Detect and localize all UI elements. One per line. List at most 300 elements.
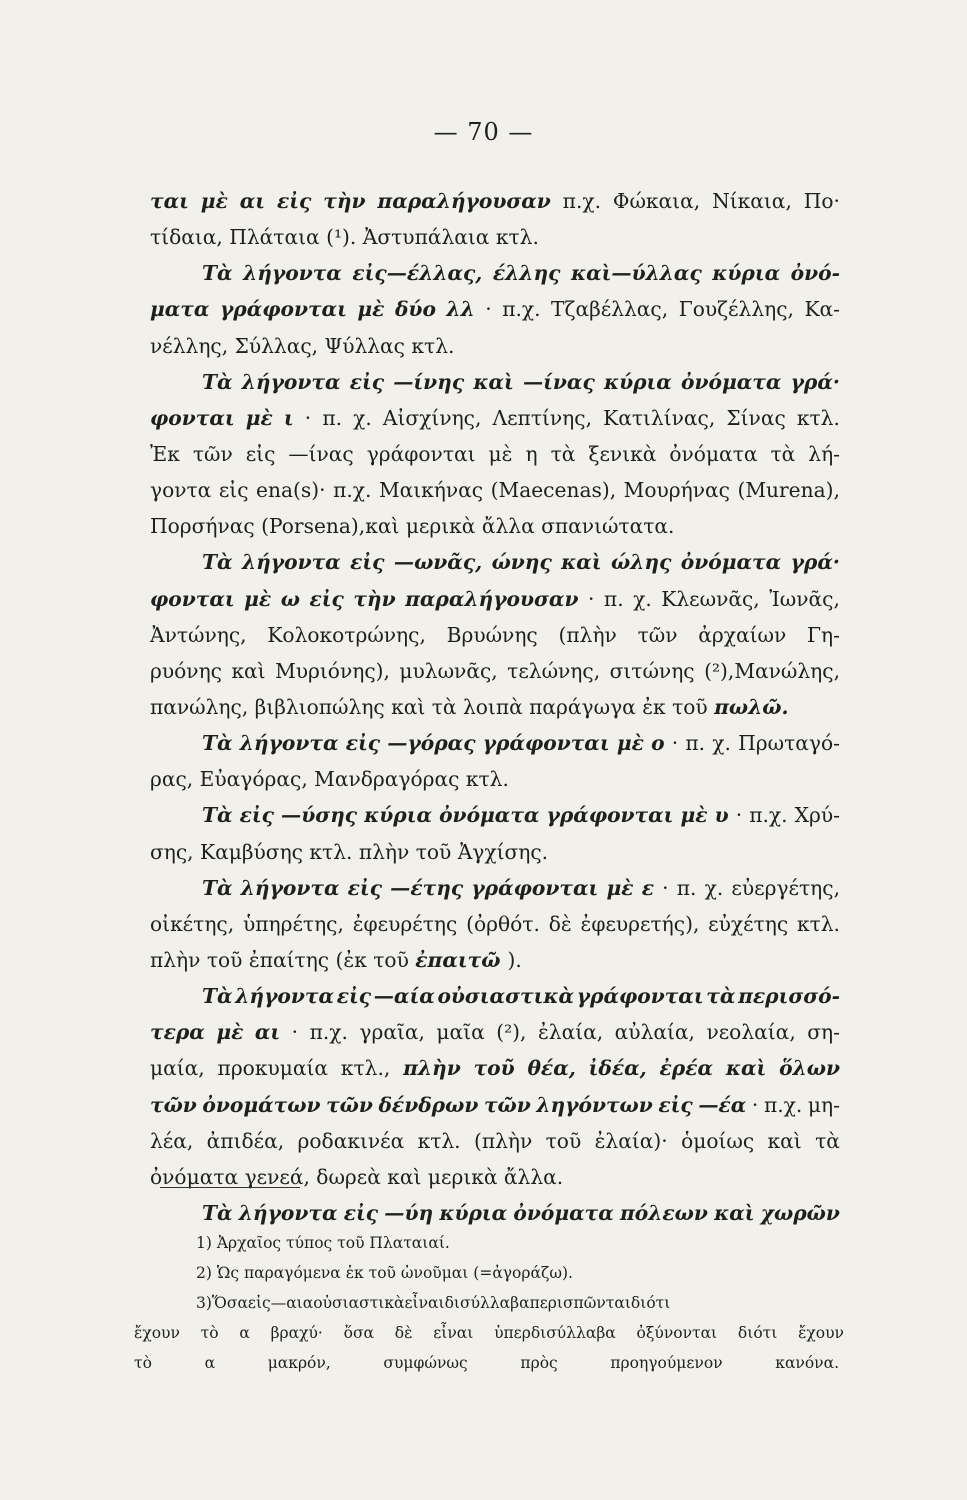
word: τερα	[150, 1020, 205, 1045]
word: ροδακινέα	[297, 1128, 405, 1153]
word: (ἐκ	[335, 947, 374, 972]
word: Καμβύσης	[200, 839, 310, 864]
word: χ.	[633, 586, 652, 611]
word: ·	[304, 405, 312, 430]
word: τοῦ	[473, 1056, 515, 1081]
word: λέα,	[150, 1128, 194, 1153]
word: καὶ	[725, 1056, 767, 1081]
word: π.χ.	[309, 1020, 348, 1045]
word: γράφονται	[471, 875, 599, 900]
word: ἄλλα	[481, 514, 542, 539]
word: τὰ	[431, 694, 463, 719]
word: ξενικὰ	[588, 441, 657, 466]
word: ὀξύνονται	[636, 1324, 718, 1342]
word: π.χ.	[562, 189, 602, 213]
word: —αια	[270, 1294, 314, 1312]
word: η	[525, 441, 538, 466]
word: μακρόν,	[267, 1354, 336, 1372]
word: καὶ	[561, 550, 602, 575]
text-line	[150, 906, 840, 942]
word: μὲ	[245, 405, 273, 430]
word: Πρωταγό-	[738, 731, 840, 756]
text-line	[150, 183, 840, 219]
word: τῶν	[483, 1092, 531, 1117]
word: ὀνόματα	[680, 550, 782, 575]
text-line	[150, 1087, 840, 1123]
word: ἐλαία)·	[594, 1128, 668, 1153]
word: ο	[651, 731, 665, 756]
word: τοῦ	[368, 1264, 401, 1282]
text-line	[150, 219, 840, 255]
word: τὴν	[353, 586, 396, 611]
word: τῶν	[637, 622, 678, 647]
word: ση-	[807, 1020, 840, 1045]
word: τῶν	[192, 441, 233, 466]
word: τὰ	[550, 441, 576, 466]
word: χ.	[704, 875, 724, 900]
word: Πο·	[803, 189, 840, 213]
word: εἰς—έλλας,	[352, 261, 483, 286]
word: ὀνόματα	[513, 1200, 614, 1225]
word: ·	[291, 1020, 299, 1045]
text-line	[150, 291, 840, 327]
word: Φώκαια,	[612, 189, 701, 213]
text-line	[150, 1195, 840, 1231]
word: εἰς	[276, 189, 312, 213]
word: τὰ	[770, 441, 796, 466]
word: ὀνομάτων	[202, 1092, 321, 1117]
word: σπανιώτατα.	[541, 514, 681, 539]
word: μαῖα	[436, 1020, 485, 1045]
word: Κατιλίνας,	[603, 405, 716, 430]
word: τῶν	[150, 1092, 197, 1117]
text-line	[150, 364, 840, 400]
word: κτλ.	[417, 1128, 461, 1153]
word: πανώλης,	[150, 694, 255, 719]
text-line	[150, 544, 840, 580]
word: χ.	[712, 731, 731, 756]
word: πρὸς	[520, 1354, 563, 1372]
word: ε	[641, 875, 654, 900]
word: Ὡς	[216, 1264, 244, 1282]
word: προηγούμενον	[610, 1354, 728, 1372]
word: πλὴν	[403, 1056, 461, 1081]
word: μὲ	[616, 731, 644, 756]
text-line	[150, 1014, 840, 1050]
text-line	[150, 508, 840, 544]
word: —ίνας	[522, 369, 595, 394]
word: μὲ	[244, 586, 272, 611]
word: ·	[671, 731, 679, 756]
word: κανόνα.	[775, 1354, 844, 1372]
word: προκυμαία	[217, 1056, 329, 1081]
word: Ἀγχίσης.	[457, 839, 555, 864]
word: κτλ.,	[340, 1056, 391, 1081]
word: τοῦ	[337, 1234, 370, 1252]
word: (πλὴν	[558, 622, 617, 647]
word: ματα	[150, 297, 210, 322]
word: Τὰ	[202, 875, 233, 900]
word: (=ἀγοράζω).	[473, 1264, 578, 1282]
word: π.χ.	[763, 1092, 803, 1117]
word: π.	[322, 405, 343, 430]
word: λήγοντα	[240, 875, 340, 900]
text-line	[150, 1123, 840, 1159]
text-line	[150, 870, 840, 906]
word: παραλήγουσαν	[405, 586, 579, 611]
word: γενεά,	[244, 1164, 317, 1189]
text-line	[150, 689, 840, 725]
word: ὅσα	[343, 1324, 375, 1342]
word: ὀνόματα	[439, 803, 540, 828]
word: κύρια	[439, 1200, 508, 1225]
word: Γουζέλλης,	[678, 297, 794, 322]
word: κτλ.	[465, 767, 516, 792]
word: ἐφευρέτης	[352, 911, 458, 936]
word: Μανδραγόρας	[314, 767, 466, 792]
word: σης,	[150, 839, 201, 864]
word: Πλάταια	[229, 225, 327, 250]
word: εἰς	[245, 441, 276, 466]
word: αι	[254, 1020, 281, 1045]
word: (Porsena),καὶ	[261, 514, 406, 539]
word: —ίνας	[288, 441, 354, 466]
text-line	[150, 472, 840, 508]
word: καὶ	[391, 694, 432, 719]
word: κτλ.	[495, 225, 546, 250]
word: Τὰ	[202, 550, 233, 575]
word: καὶ	[714, 1200, 755, 1225]
text-line	[150, 400, 840, 436]
text-line	[150, 328, 840, 364]
word: γοντα	[150, 478, 212, 503]
word: Τὰ	[202, 803, 233, 828]
word: ὀνόματα	[669, 441, 758, 466]
word: λήγοντα	[243, 261, 342, 286]
word: τὴν	[323, 189, 366, 213]
word: πλὴν	[358, 839, 416, 864]
text-line	[150, 653, 840, 689]
word: εὐεργέτης,	[731, 875, 840, 900]
word: —έα	[698, 1092, 747, 1117]
word: (²),	[496, 1020, 527, 1045]
word: τίδαια,	[150, 225, 230, 250]
word: περισπῶνται	[529, 1294, 631, 1312]
word: Ἰωνᾶς,	[769, 586, 840, 611]
word: οὐσιαστικὰ	[313, 1294, 405, 1312]
word: ἔχουν	[798, 1324, 844, 1342]
word: πλὴν	[150, 947, 207, 972]
word: ἰδέα,	[588, 1056, 647, 1081]
word: εἶναι	[404, 1294, 445, 1312]
word: 1)	[196, 1234, 217, 1252]
word: 2)	[196, 1264, 217, 1282]
word: δωρεὰ	[316, 1164, 388, 1189]
word: ὅλων	[779, 1056, 840, 1081]
word: (Murena),	[737, 478, 840, 503]
word: δύο	[394, 297, 436, 322]
word: γράφονται	[219, 297, 347, 322]
word: τὸ	[134, 1354, 157, 1372]
word: οἰκέτης,	[150, 911, 235, 936]
text-line	[150, 942, 840, 978]
word: εἶναι	[433, 1324, 474, 1342]
word: Κα-	[804, 297, 840, 322]
footnote-divider	[160, 1187, 300, 1188]
footnote	[134, 1228, 844, 1258]
word: τοῦ	[415, 839, 458, 864]
word: ἀρχαίων	[698, 622, 787, 647]
word: μὲ	[200, 189, 228, 213]
word: κύρια	[712, 261, 781, 286]
word: δισύλλαβα	[444, 1294, 530, 1312]
word: ena(s)·	[256, 478, 326, 503]
word: μὲ	[357, 297, 385, 322]
word: (²),Μανώλης,	[704, 658, 840, 683]
word: Σίνας	[726, 405, 786, 430]
word: παράγωγα	[529, 694, 643, 719]
word: ὠνοῦμαι	[400, 1264, 474, 1282]
word: ται	[150, 189, 189, 213]
word: υ	[714, 803, 729, 828]
word: γρά·	[790, 369, 840, 394]
word: εὐχέτης	[708, 911, 789, 936]
word: εἰς	[247, 1294, 271, 1312]
word: μερικὰ	[405, 514, 482, 539]
word: ἐφευρετής),	[580, 911, 700, 936]
word: τῶν	[326, 1092, 373, 1117]
word: εἰς	[349, 369, 385, 394]
word: Μουρήνας	[623, 478, 730, 503]
word: Τὰ	[202, 261, 233, 286]
word: καὶ	[767, 1128, 802, 1153]
word: αι	[239, 189, 266, 213]
word: Τὰ	[202, 984, 233, 1009]
word: λήγοντα	[241, 550, 341, 575]
word: λοιπὰ	[462, 694, 530, 719]
word: μὲ	[606, 875, 634, 900]
word: λήγοντα	[235, 984, 334, 1009]
word: Εὐαγόρας,	[199, 767, 315, 792]
word: φονται	[150, 586, 235, 611]
word: γραῖα,	[359, 1020, 425, 1045]
word: π.	[676, 875, 697, 900]
word: νέλλης,	[150, 333, 235, 358]
word: Λεπτίνης,	[492, 405, 592, 430]
footnote	[134, 1288, 844, 1318]
word: φονται	[150, 405, 235, 430]
text-line	[150, 436, 840, 472]
word: ἐρέα	[659, 1056, 714, 1081]
footnote	[134, 1348, 844, 1378]
word: νεολαία,	[706, 1020, 796, 1045]
word: καὶ	[231, 658, 266, 683]
word: Πορσήνας	[150, 514, 262, 539]
word: παραλήγουσαν	[377, 189, 551, 213]
word: ὀνό-	[790, 261, 840, 286]
word: ἐκ	[345, 1264, 369, 1282]
footnotes	[134, 1228, 844, 1378]
word: τὰ	[815, 1128, 840, 1153]
word: τοῦ	[672, 694, 715, 719]
word: εἰς	[343, 1200, 379, 1225]
word: Γη-	[806, 622, 840, 647]
word: κύρια	[364, 803, 433, 828]
word: εἰς	[347, 875, 382, 900]
word: δὲ	[394, 1324, 413, 1342]
word: δένδρων	[378, 1092, 479, 1117]
word: ι	[283, 405, 294, 430]
word: μυλωνᾶς,	[399, 658, 498, 683]
word: (¹).	[326, 225, 363, 250]
word: εἰς	[658, 1092, 693, 1117]
word: π.	[685, 731, 706, 756]
footnote	[134, 1318, 844, 1348]
word: Ψύλλας	[324, 333, 412, 358]
word: π.	[603, 586, 624, 611]
word: έλλης	[492, 261, 561, 286]
word: οὐσιαστικὰ	[437, 984, 574, 1009]
word: κτλ.	[309, 839, 359, 864]
word: ἐκ	[642, 694, 673, 719]
word: γράφονται	[576, 984, 704, 1009]
word: ληγόντων	[536, 1092, 653, 1117]
word: —ύη	[384, 1200, 434, 1225]
word: ὑπερδισύλλαβα	[494, 1324, 616, 1342]
word: ·	[587, 586, 595, 611]
word: Πλαταιαί.	[369, 1234, 455, 1252]
word: ὀνόματα	[681, 369, 782, 394]
word: μη-	[807, 1092, 840, 1117]
word: ·	[485, 297, 492, 322]
word: γράφονται	[366, 441, 476, 466]
word: ἐλαία,	[537, 1020, 604, 1045]
word: ·	[735, 803, 743, 828]
text-line	[150, 725, 840, 761]
word: ὁμοίως	[681, 1128, 755, 1153]
word: Κλεωνᾶς,	[661, 586, 760, 611]
word: τοῦ	[373, 947, 416, 972]
word: μὲ	[216, 1020, 244, 1045]
word: παραγόμενα	[243, 1264, 346, 1282]
word: Τζαβέλλας,	[551, 297, 669, 322]
word: ρυόνης	[150, 658, 222, 683]
word: τύπος	[286, 1234, 338, 1252]
word: ὑπηρέτης,	[242, 911, 344, 936]
text-line	[150, 761, 840, 797]
word: αὐλαία,	[614, 1020, 695, 1045]
word: Αἰσχίνης,	[382, 405, 482, 430]
word: τὸ	[200, 1324, 219, 1342]
word: Νίκαια,	[712, 189, 792, 213]
word: διότι	[737, 1324, 778, 1342]
word: εἰς	[309, 586, 344, 611]
word: εἰς	[239, 803, 274, 828]
word: καὶ	[473, 369, 514, 394]
word: Μαικήνας	[378, 478, 484, 503]
body-text	[150, 183, 840, 1231]
word: ἄλλα.	[503, 1164, 570, 1189]
word: μερικὰ	[427, 1164, 504, 1189]
word: Ἐκ	[150, 441, 180, 466]
word: βιβλιοπώλης	[254, 694, 392, 719]
footnote	[134, 1258, 844, 1288]
word: π.χ.	[502, 297, 541, 322]
text-line	[150, 617, 840, 653]
word: καὶ	[387, 1164, 428, 1189]
word: λήγοντα	[239, 731, 339, 756]
word: ώνης	[491, 550, 552, 575]
word: ἐπαίτης	[248, 947, 336, 972]
word: α	[239, 1324, 250, 1342]
word: θέα,	[527, 1056, 576, 1081]
word: μὲ	[488, 441, 513, 466]
word: Ἀρχαῖος	[216, 1234, 287, 1252]
word: μαία,	[150, 1056, 205, 1081]
word: λήγοντα	[241, 369, 341, 394]
word: Χρύ-	[794, 803, 840, 828]
word: μὲ	[680, 803, 708, 828]
word: τοῦ	[206, 947, 249, 972]
word: γράφονται	[546, 803, 674, 828]
word: συμφώνως	[383, 1354, 473, 1372]
word: Κολοκοτρώνης,	[267, 622, 426, 647]
word: Τὰ	[202, 731, 233, 756]
word: Τὰ	[202, 1200, 233, 1225]
word: (πλὴν	[473, 1128, 533, 1153]
word: ώλης	[611, 550, 672, 575]
text-line	[150, 581, 840, 617]
text-line	[150, 978, 840, 1014]
word: ἐπαιτῶ	[415, 947, 508, 972]
word: ).	[507, 947, 529, 972]
word: —γόρας	[387, 731, 476, 756]
word: κτλ.	[796, 405, 840, 430]
word: καὶ—ύλλας	[570, 261, 702, 286]
word: 3)	[196, 1294, 212, 1312]
word: εἰς	[218, 478, 249, 503]
word: εἰς	[350, 550, 385, 575]
word: ἀπιδέα,	[206, 1128, 285, 1153]
word: πωλῶ.	[714, 694, 796, 719]
word: κτλ.	[411, 333, 461, 358]
word: εἰς	[336, 984, 372, 1009]
page-number: — 70 —	[433, 118, 534, 146]
word: ω	[280, 586, 300, 611]
word: Μυριόνης),	[275, 658, 390, 683]
word: λήγοντα	[238, 1200, 338, 1225]
word: γράφονται	[482, 731, 610, 756]
word: (Maecenas),	[490, 478, 617, 503]
word: εἰς	[345, 731, 381, 756]
word: λλ	[446, 297, 475, 322]
word: —έτης	[390, 875, 464, 900]
word: τελώνης,	[507, 658, 601, 683]
word: —ίνης	[393, 369, 465, 394]
word: Ἀστυπάλαια	[362, 225, 496, 250]
word: Σύλλας,	[234, 333, 325, 358]
word: περισσό-	[738, 984, 840, 1009]
word: ὀνόματα	[150, 1164, 245, 1189]
text-line	[150, 1159, 840, 1195]
word: ·	[662, 875, 669, 900]
word: κύρια	[603, 369, 672, 394]
word: ρας,	[150, 767, 200, 792]
word: α	[204, 1354, 220, 1372]
word: π.χ.	[749, 803, 788, 828]
word: χ.	[353, 405, 372, 430]
word: τοῦ	[545, 1128, 582, 1153]
